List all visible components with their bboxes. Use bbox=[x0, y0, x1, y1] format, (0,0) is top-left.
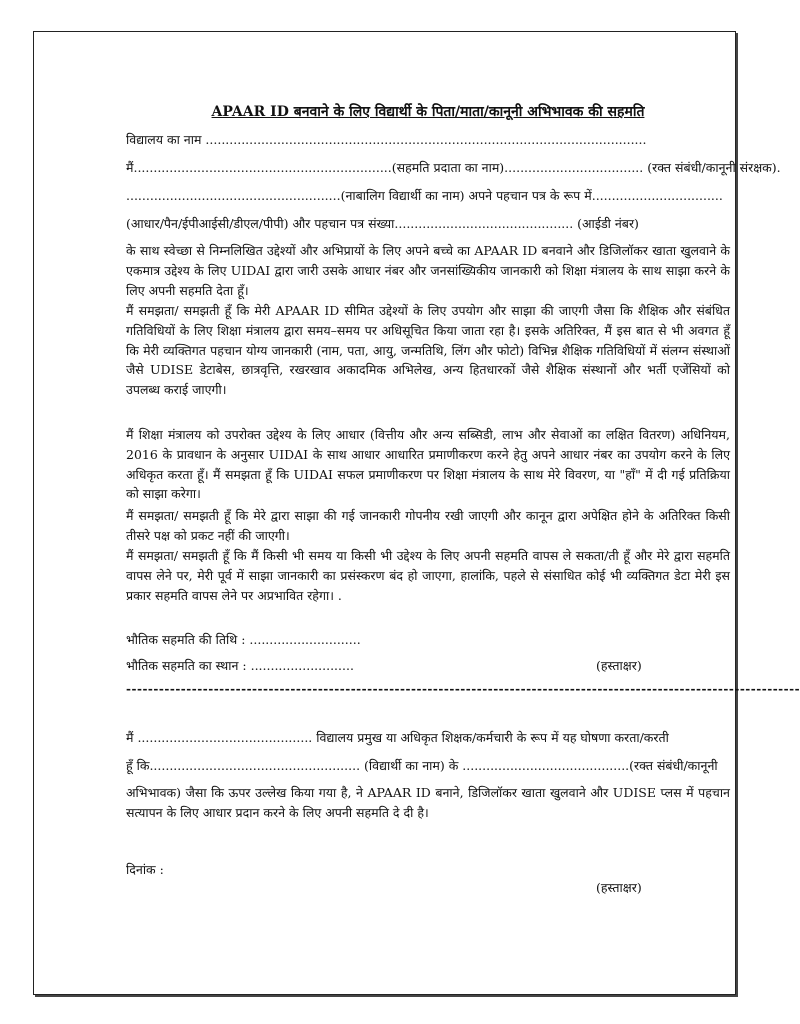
student-name-line: ......................................................(नाबालिग विद्यार्थी का नाम) अपने पहचान पत्र के रूप में................................. bbox=[126, 188, 723, 203]
withdrawal-paragraph: मैं समझता/ समझती हूँ कि मैं किसी भी समय या किसी भी उद्देश्य के लिए अपनी सहमति वापस ले सकता/ती हूँ और मेरे द्वारा सहमति वापस लेने पर, मेरी पूर्व में साझा जानकारी का प्रसंस्करण बंद हो जाएगा, हालांकि, पहले से संसाधित कोई भी व्यक्तिगत डेटा मेरी इस प्रकार सहमति वापस लेने पर अप्रभावित रहेगा। . bbox=[126, 548, 730, 603]
parent-signature-label: (हस्ताक्षर) bbox=[596, 658, 642, 673]
consent-date-line: भौतिक सहमति की तिथि : ............................ bbox=[126, 632, 361, 647]
form-title: APAAR ID बनवाने के लिए विद्यार्थी के पिता/माता/कानूनी अभिभावक की सहमति bbox=[211, 104, 645, 120]
document-page bbox=[33, 31, 800, 995]
date-label: दिनांक : bbox=[126, 862, 164, 877]
declaration-line-1: मैं ............................................ विद्यालय प्रमुख या अधिकृत शिक्षक/कर्मचारी के रूप में यह घोषणा करता/करती bbox=[126, 730, 669, 745]
parent-name-line: मैं.................................................................(सहमति प्रदाता का नाम)................................... (रक्त संबंधी/कानूनी संरक्षक). bbox=[126, 160, 781, 175]
confidentiality-paragraph: मैं समझता/ समझती हूँ कि मेरे द्वारा साझा की गई जानकारी गोपनीय रखी जाएगी और कानून द्वारा अपेक्षित होने के अतिरिक्त किसी तीसरे पक्ष को प्रकट नहीं की जाएगी। bbox=[126, 508, 730, 543]
declaration-line-2: हूँ कि..................................................... (विद्यार्थी का नाम) के ..........................................(रक्त संबंधी/कानूनी bbox=[126, 758, 718, 773]
school-signature-label: (हस्ताक्षर) bbox=[596, 880, 642, 895]
authorization-paragraph: मैं शिक्षा मंत्रालय को उपरोक्त उद्देश्य के लिए आधार (वित्तीय और अन्य सब्सिडी, लाभ और सेवाओं का लक्षित वितरण) अधिनियम, 2016 के प्रावधान के अनुसार UIDAI के साथ आधार आधारित प्रमाणीकरण करने हेतु अपने आधार नंबर का उपयोग करने के लिए अधिकृत करता हूँ। मैं समझता हूँ कि UIDAI सफल प्रमाणीकरण पर शिक्षा मंत्रालय के साथ मेरे विवरण, या "हाँ" में दी गई प्रतिक्रिया को साझा करेगा। bbox=[126, 427, 730, 502]
usage-paragraph: मैं समझता/ समझती हूँ कि मेरी APAAR ID सीमित उद्देश्यों के लिए उपयोग और साझा की जाएगी जैसा कि शैक्षिक और संबंधित गतिविधियों के लिए शिक्षा मंत्रालय द्वारा समय–समय पर अधिसूचित किया जाता रहा है। इसके अतिरिक्त, मैं इस बात से भी अवगत हूँ कि मेरी व्यक्तिगत पहचान योग्य जानकारी (नाम, पता, आयु, जन्मतिथि, लिंग और फोटो) विभिन्न शैक्षिक गतिविधियों में संलग्न संस्थाओं जैसे UDISE डेटाबेस, छात्रवृत्ति, रखरखाव अकादमिक अभिलेख, अन्य हितधारकों जैसे शैक्षिक संस्थानों और भर्ती एजेंसियों को उपलब्ध कराई जाएगी। bbox=[126, 303, 730, 398]
consent-place-line: भौतिक सहमति का स्थान : .......................... bbox=[126, 658, 354, 673]
declaration-paragraph: अभिभावक) जैसा कि ऊपर उल्लेख किया गया है, ने APAAR ID बनाने, डिजिलॉकर खाता खुलवाने और UDISE प्लस में पहचान सत्यापन के लिए आधार प्रदान करने के लिए अपनी सहमति दे दी है। bbox=[126, 785, 730, 820]
id-number-line: (आधार/पैन/ईपीआईसी/डीएल/पीपी) और पहचान पत्र संख्या............................................. (आईडी नंबर) bbox=[126, 216, 639, 231]
consent-paragraph: के साथ स्वेच्छा से निम्नलिखित उद्देश्यों और अभिप्रायों के लिए अपने बच्चे का APAAR ID बनवाने और डिजिलॉकर खाता खुलवाने के एकमात्र उद्देश्य के लिए UIDAI द्वारा जारी उसके आधार नंबर और जनसांख्यिकीय जानकारी को शिक्षा मंत्रालय के साथ साझा करने के लिए अपनी सहमति देता हूँ। bbox=[126, 243, 730, 298]
school-name-line: विद्यालय का नाम ............................................................................................................... bbox=[126, 132, 647, 147]
section-divider: --------------------------------------------------------------------------------------------------------------------------- bbox=[126, 682, 800, 696]
